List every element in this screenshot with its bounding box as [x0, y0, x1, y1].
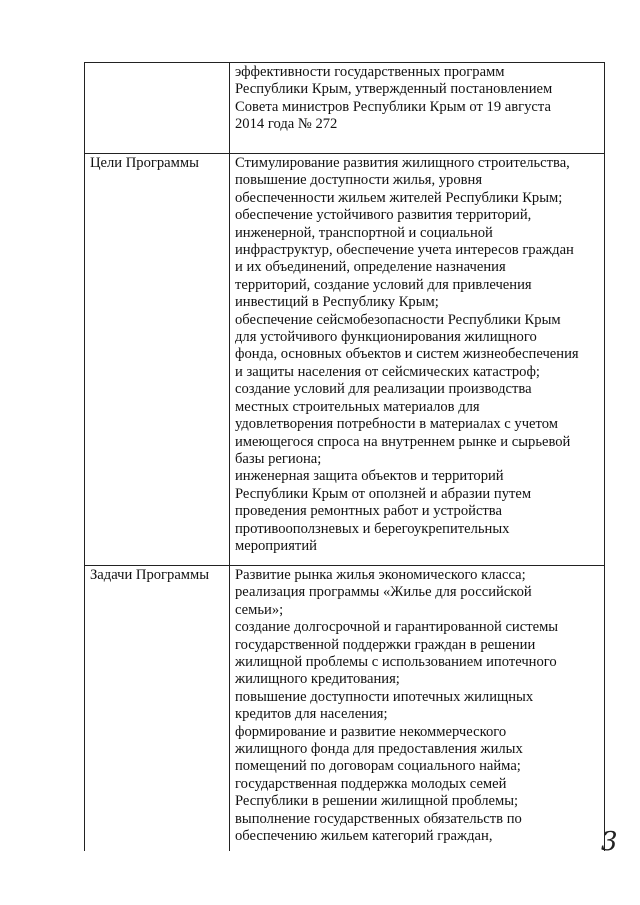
text-line: государственной поддержки граждан в решении: [235, 636, 536, 653]
text-line: обеспечение устойчивого развития территорий,: [235, 207, 532, 224]
text-line: жилищной проблемы с использованием ипотечного: [235, 654, 557, 671]
text-line: местных строительных материалов для: [235, 398, 480, 415]
text-line: Республики в решении жилищной проблемы;: [235, 793, 519, 810]
text-line: Развитие рынка жилья экономического класса;: [235, 567, 526, 583]
text-line: территорий, создание условий для привлечения: [235, 276, 532, 293]
text-line: реализация программы «Жилье для российской: [235, 584, 532, 601]
text-line: мероприятий: [235, 537, 317, 554]
text-line: и их объединений, определение назначения: [235, 259, 506, 276]
text-line: кредитов для населения;: [235, 706, 388, 723]
text-line: 2014 года № 272: [235, 116, 338, 133]
text-line: создание условий для реализации производства: [235, 381, 532, 398]
row-label-tasks: Задачи Программы: [85, 566, 230, 851]
table-row: [85, 154, 605, 566]
text-line: инженерная защита объектов и территорий: [235, 468, 504, 485]
text-line: базы региона;: [235, 450, 322, 467]
text-line: повышение доступности жилья, уровня: [235, 172, 483, 189]
text-line: для устойчивого функционирования жилищного: [235, 329, 537, 346]
text-line: создание долгосрочной и гарантированной системы: [235, 619, 559, 636]
row-content-goals: [230, 154, 605, 566]
text-line: жилищного кредитования;: [235, 671, 400, 688]
table-row: [85, 566, 605, 851]
text-line: инвестиций в Республику Крым;: [235, 294, 439, 311]
text-line: формирование и развитие некоммерческого: [235, 723, 507, 740]
page-number: 3: [601, 827, 618, 857]
table-row: [85, 63, 605, 154]
text-line: Совета министров Республики Крым от 19 августа: [235, 98, 551, 115]
row-content-efficiency: [230, 63, 605, 154]
text-line: повышение доступности ипотечных жилищных: [235, 688, 534, 705]
text-line: Республики Крым, утвержденный постановлением: [235, 81, 553, 98]
text-line: жилищного фонда для предоставления жилых: [235, 741, 523, 758]
row-label-empty: [85, 63, 230, 154]
text-line: обеспечению жильем категорий граждан,: [235, 828, 493, 845]
text-line: противооползневых и берегоукрепительных: [235, 520, 510, 537]
text-line: государственная поддержка молодых семей: [235, 775, 507, 792]
text-line: и защиты населения от сейсмических катастроф;: [235, 363, 540, 380]
text-line: проведения ремонтных работ и устройства: [235, 503, 502, 520]
text-line: выполнение государственных обязательств по: [235, 810, 522, 827]
text-line: фонда, основных объектов и систем жизнеобеспечения: [235, 346, 579, 363]
text-line: удовлетворения потребности в материалах с учетом: [235, 416, 558, 433]
text-line: обеспеченности жильем жителей Республики Крым;: [235, 189, 563, 206]
text-line: Республики Крым от оползней и абразии путем: [235, 485, 532, 502]
text-line: Стимулирование развития жилищного строительства,: [235, 155, 570, 171]
text-line: семьи»;: [235, 601, 284, 618]
row-label-goals: Цели Программы: [85, 154, 230, 566]
row-content-tasks: [230, 566, 605, 851]
text-line: имеющегося спроса на внутреннем рынке и сырьевой: [235, 433, 571, 450]
text-line: инфраструктур, обеспечение учета интересов граждан: [235, 242, 574, 259]
text-line: обеспечение сейсмобезопасности Республики Крым: [235, 311, 561, 328]
text-line: эффективности государственных программ: [235, 64, 505, 80]
text-line: помещений по договорам социального найма;: [235, 758, 521, 775]
program-passport-table: [84, 62, 605, 851]
text-line: инженерной, транспортной и социальной: [235, 224, 493, 241]
